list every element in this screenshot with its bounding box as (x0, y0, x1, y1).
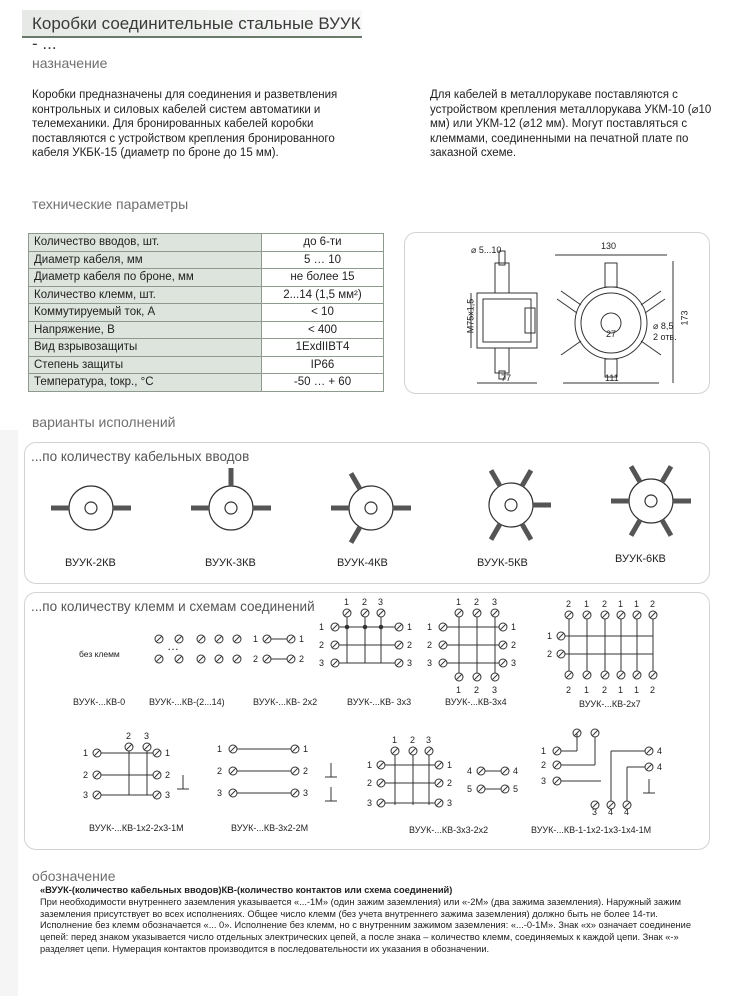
terminal-number: 1 (447, 760, 453, 770)
terminal-number: 2 (566, 685, 572, 695)
terminal-number: 4 (624, 807, 630, 817)
terminal-slash (230, 768, 236, 774)
caption-kv-1x2-2x3-1m: ВУУК-...КВ-1х2-2х3-1М (89, 823, 184, 833)
dim-hole-diameter: ⌀ 8,5 (653, 321, 674, 331)
dim-cable-diameter: ⌀ 5...10 (471, 245, 502, 255)
dimension-drawing (405, 233, 709, 393)
spec-key: Диаметр кабеля, мм (29, 251, 262, 269)
terminal-number: 1 (456, 597, 462, 607)
terminal-slash (558, 633, 564, 639)
terminal-slash (396, 642, 402, 648)
specs-row (29, 251, 384, 269)
terminal-number: 1 (344, 597, 350, 607)
spec-key: Количество клемм, шт. (29, 286, 262, 304)
terminal-number: 2 (217, 766, 223, 776)
caption-kv-1-1x2-1x3-1x4-1m: ВУУК-...КВ-1-1х2-1х3-1х4-1М (531, 825, 652, 835)
terminal-number: 1 (584, 599, 590, 609)
spec-key: Вид взрывозащиты (29, 339, 262, 357)
terminal-number: 4 (467, 766, 473, 776)
purpose-left-text: Коробки предназначены для соединения и разветвления контрольных и силовых кабелей систем автоматики и телемеханики. Для бронированных кабелей коробки поставляются с устройством крепления бронированного кабеля УКБК-15 (диаметр по броне до 15 мм). (32, 89, 338, 159)
terminal-number: 2 (362, 597, 368, 607)
cable-gland (351, 473, 360, 489)
inputs-variants-box (24, 442, 710, 584)
terminal-slash (646, 764, 652, 770)
cable-gland (631, 466, 640, 482)
terminal-slash (144, 744, 150, 750)
terminal-number: 3 (165, 790, 171, 800)
terminal-slash (216, 656, 222, 662)
junction-dot (363, 625, 367, 629)
terminal-number: 2 (367, 778, 373, 788)
terminal-slash (378, 780, 384, 786)
terminal-number: 3 (144, 731, 150, 741)
dim-depth: 77 (501, 373, 512, 383)
purpose-right-text: Для кабелей в металлорукаве поставляются с устройством крепления металлорукава УКМ-10 (⌀10 мм) или УКМ-12 (⌀12 мм). Могут поставляться с клеммами, соединенными на печатной плате по заказной схеме. (430, 89, 712, 159)
terminal-number: 3 (303, 788, 309, 798)
caption-kv-3x4: ВУУК-...КВ-3х4 (445, 697, 507, 707)
terminal-slash (650, 612, 656, 618)
terminal-number: 3 (319, 658, 325, 668)
terminal-number: 4 (657, 762, 663, 772)
dim-hole-count: 2 отв. (653, 332, 677, 342)
dimension-drawing-box (404, 232, 710, 394)
spec-key: Напряжение, В (29, 321, 262, 339)
spec-key: Количество вводов, шт. (29, 234, 262, 252)
terminal-number: 1 (634, 685, 640, 695)
dim-width: 130 (601, 241, 617, 251)
terminal-slash (156, 656, 162, 662)
spec-key: Коммутируемый ток, А (29, 304, 262, 322)
terminal-number: 1 (541, 746, 547, 756)
junction-dot (379, 625, 383, 629)
connection-schemes (25, 593, 709, 849)
terminal-slash (332, 642, 338, 648)
terminal-number: 2 (547, 649, 553, 659)
terminal-number: 2 (126, 731, 132, 741)
spec-value: IP66 (261, 356, 383, 374)
section-purpose-title: назначение (32, 55, 108, 71)
terminal-slash (94, 750, 100, 756)
terminal-number: 2 (427, 640, 433, 650)
terminal-number: 1 (253, 634, 259, 644)
caption-kv-2x2: ВУУК-...КВ- 2х2 (253, 697, 318, 707)
caption-kv-2x7: ВУУК-...КВ-2х7 (579, 699, 641, 709)
terminal-number: 1 (217, 744, 223, 754)
specs-row (29, 374, 384, 392)
terminal-slash (566, 672, 572, 678)
spec-value: -50 … + 60 (261, 374, 383, 392)
terminal-slash (154, 792, 160, 798)
terminal-slash (392, 748, 398, 754)
terminal-slash (332, 624, 338, 630)
terminal-slash (396, 660, 402, 666)
terminal-slash (154, 750, 160, 756)
terminal-slash (440, 642, 446, 648)
terminal-slash (126, 744, 132, 750)
cable-gland (662, 466, 671, 482)
terminal-number: 3 (83, 790, 89, 800)
spec-value: < 10 (261, 304, 383, 322)
variant-6kv: ВУУК-6КВ (615, 553, 666, 565)
caption-kv-3x2-2m: ВУУК-...КВ-3х2-2М (231, 823, 309, 833)
inputs-variants-title: ...по количеству кабельных вводов (31, 449, 250, 464)
cable-gland (491, 524, 500, 540)
terminal-slash (344, 610, 350, 616)
terminal-number: 2 (566, 599, 572, 609)
terminal-slash (478, 786, 484, 792)
terminal-slash (602, 612, 608, 618)
cable-gland (522, 470, 531, 486)
spec-value: не более 15 (261, 269, 383, 287)
terminal-slash (500, 642, 506, 648)
caption-kv-2-14: ВУУК-...КВ-(2...14) (149, 697, 225, 707)
terminal-number: 1 (634, 599, 640, 609)
terminal-number: 5 (467, 784, 473, 794)
terminal-slash (230, 746, 236, 752)
cable-gland (631, 520, 640, 536)
dim-center: 27 (606, 329, 617, 339)
terminals-variants-box (24, 592, 710, 850)
section-specs-title: технические параметры (32, 196, 189, 212)
section-designation-title: обозначение (32, 868, 116, 884)
terminal-number: 2 (474, 685, 480, 695)
terminal-number: 2 (541, 760, 547, 770)
terminal-slash (456, 674, 462, 680)
terminal-number: 2 (407, 640, 413, 650)
spec-value: 5 … 10 (261, 251, 383, 269)
terminal-slash (378, 610, 384, 616)
specs-row (29, 321, 384, 339)
designation-text: При необходимости внутреннего заземления указывается «...-1М» (один зажим заземления) или «-2М» (два зажима заземления). Наружный зажим заземления присутствует во всех исполнениях. Общее число клемм (без учета внутреннего зажима заземления) должно быть не более 14-ти. Исполнение без клемм обозначается «... 0». Исполнение без клемм, но с внутренним зажимом заземления: «...-0-1М». Знак «х» означает соединение цепей: перед знаком указывается число отдельных электрических цепей, а после знака – количество клемм, соединяемых к каждой цепи. Знак «-» разделяет цепи. Нумерация контактов производится в последовательности их указания в обозначении. (40, 896, 691, 954)
caption-kv-3x3: ВУУК-...КВ- 3х3 (347, 697, 412, 707)
dim-base: 111 (605, 373, 619, 383)
terminal-number: 3 (378, 597, 384, 607)
terminal-slash (176, 656, 182, 662)
cable-gland (662, 520, 671, 536)
spec-key: Степень защиты (29, 356, 262, 374)
junction-box-center (365, 502, 377, 514)
cable-gland (351, 527, 360, 543)
terminal-slash (292, 768, 298, 774)
terminal-slash (500, 624, 506, 630)
terminal-number: 2 (650, 685, 656, 695)
junction-dot (345, 625, 349, 629)
terminal-number: 1 (303, 744, 309, 754)
terminal-slash (230, 790, 236, 796)
terminal-slash (566, 612, 572, 618)
terminal-slash (554, 762, 560, 768)
specs-row (29, 234, 384, 252)
terminal-slash (440, 660, 446, 666)
terminal-slash (634, 612, 640, 618)
terminal-slash (502, 786, 508, 792)
spec-value: до 6-ти (261, 234, 383, 252)
terminal-number: 1 (299, 634, 305, 644)
terminal-number: 1 (427, 622, 433, 632)
terminal-number: 3 (217, 788, 223, 798)
terminal-number: 2 (447, 778, 453, 788)
terminal-number: 3 (426, 735, 432, 745)
terminal-number: 1 (511, 622, 517, 632)
junction-box-body (349, 486, 393, 530)
terminal-number: 1 (456, 685, 462, 695)
dim-thread: М75х1,5 (465, 298, 476, 334)
terminal-slash (378, 762, 384, 768)
terminal-number: 2 (650, 599, 656, 609)
junction-box-body (69, 486, 113, 530)
caption-kv-0: ВУУК-...КВ-0 (73, 697, 126, 707)
terminal-number: 2 (303, 766, 309, 776)
junction-box-center (645, 495, 657, 507)
terminal-number: 1 (392, 735, 398, 745)
terminal-number: 3 (492, 685, 498, 695)
terminal-slash (154, 772, 160, 778)
spec-key: Диаметр кабеля по броне, мм (29, 269, 262, 287)
terminal-slash (440, 624, 446, 630)
variant-5kv: ВУУК-5КВ (477, 557, 528, 569)
terminal-number: 2 (602, 599, 608, 609)
terminal-slash (456, 610, 462, 616)
terminal-slash (478, 768, 484, 774)
terminal-slash (94, 772, 100, 778)
cable-gland (491, 470, 500, 486)
terminal-number: 4 (608, 807, 614, 817)
terminal-slash (436, 780, 442, 786)
terminal-number: 2 (83, 770, 89, 780)
terminal-slash (646, 748, 652, 754)
terminal-slash (332, 660, 338, 666)
terminal-slash (492, 674, 498, 680)
terminal-number: 1 (367, 760, 373, 770)
terminal-number: 3 (541, 776, 547, 786)
junction-box-center (505, 499, 517, 511)
terminal-slash (176, 636, 182, 642)
caption-kv-3x3-2x2: ВУУК-...КВ-3х3-2х2 (409, 825, 489, 835)
terminal-number: 2 (253, 654, 259, 664)
terminals-ellipsis: … (167, 639, 179, 653)
terminal-slash (584, 672, 590, 678)
terminal-slash (602, 672, 608, 678)
terminal-number: 1 (83, 748, 89, 758)
section-variants-title: варианты исполнений (32, 414, 176, 430)
terminal-slash (288, 656, 294, 662)
terminal-slash (292, 746, 298, 752)
terminal-slash (198, 656, 204, 662)
terminal-slash (502, 768, 508, 774)
specs-row (29, 304, 384, 322)
terminal-slash (198, 636, 204, 642)
terminal-number: 3 (367, 798, 373, 808)
terminal-slash (492, 610, 498, 616)
terminal-number: 2 (319, 640, 325, 650)
terminal-slash (554, 748, 560, 754)
terminal-number: 1 (165, 748, 171, 758)
terminal-slash (634, 672, 640, 678)
terminal-slash (410, 748, 416, 754)
terminal-number: 3 (427, 658, 433, 668)
specs-row (29, 269, 384, 287)
variant-4kv: ВУУК-4КВ (337, 557, 388, 569)
spec-key: Температура, tокр., °С (29, 374, 262, 392)
terminal-number: 1 (407, 622, 413, 632)
spec-value: < 400 (261, 321, 383, 339)
terminal-slash (558, 651, 564, 657)
terminal-number: 1 (319, 622, 325, 632)
terminal-number: 5 (513, 784, 519, 794)
terminal-slash (436, 800, 442, 806)
junction-box-body (209, 486, 253, 530)
terminal-slash (378, 800, 384, 806)
terminal-number: 1 (618, 599, 624, 609)
no-terminals-label: без клемм (79, 649, 120, 659)
designation-note (40, 885, 704, 956)
terminals-variants-title: ...по количеству клемм и схемам соединений (31, 599, 315, 614)
specs-row (29, 339, 384, 357)
cable-gland (522, 524, 531, 540)
terminal-slash (264, 636, 270, 642)
terminal-slash (500, 660, 506, 666)
terminal-slash (156, 636, 162, 642)
variant-2kv: ВУУК-2КВ (65, 557, 116, 569)
terminal-number: 2 (410, 735, 416, 745)
terminal-slash (650, 672, 656, 678)
terminal-number: 1 (618, 685, 624, 695)
variant-3kv: ВУУК-3КВ (205, 557, 256, 569)
terminal-number: 2 (511, 640, 517, 650)
terminal-number: 2 (474, 597, 480, 607)
dim-height: 173 (679, 310, 690, 326)
junction-box-center (85, 502, 97, 514)
terminal-slash (592, 730, 598, 736)
page-title: Коробки соединительные стальные ВУУК - ... (32, 14, 361, 53)
specs-table (28, 233, 384, 392)
terminal-number: 3 (407, 658, 413, 668)
terminal-slash (94, 792, 100, 798)
terminal-slash (474, 674, 480, 680)
terminal-number: 3 (511, 658, 517, 668)
designation-formula: «ВУУК-(количество кабельных вводов)КВ-(количество контактов или схема соединений) (40, 885, 453, 895)
terminal-slash (584, 612, 590, 618)
terminal-number: 1 (547, 631, 553, 641)
terminal-number: 3 (447, 798, 453, 808)
terminal-slash (288, 636, 294, 642)
terminal-number: 2 (602, 685, 608, 695)
terminal-number: 1 (584, 685, 590, 695)
specs-row (29, 286, 384, 304)
terminal-slash (264, 656, 270, 662)
terminal-number: 4 (513, 766, 519, 776)
terminal-slash (216, 636, 222, 642)
page-header (22, 10, 362, 53)
junction-box-body (489, 483, 533, 527)
junction-box-center (225, 502, 237, 514)
terminal-slash (618, 672, 624, 678)
specs-row (29, 356, 384, 374)
terminal-number: 2 (299, 654, 305, 664)
terminal-slash (618, 612, 624, 618)
spec-value: 1ExdIIBT4 (261, 339, 383, 357)
spec-value: 2...14 (1,5 мм²) (261, 286, 383, 304)
side-strip (0, 430, 18, 996)
terminal-slash (292, 790, 298, 796)
terminal-slash (234, 636, 240, 642)
terminal-number: 3 (492, 597, 498, 607)
terminal-slash (426, 748, 432, 754)
terminal-slash (474, 610, 480, 616)
terminal-slash (362, 610, 368, 616)
terminal-slash (554, 778, 560, 784)
terminal-slash (436, 762, 442, 768)
junction-box-body (629, 479, 673, 523)
terminal-number: 3 (592, 807, 598, 817)
terminal-slash (234, 656, 240, 662)
terminal-number: 2 (165, 770, 171, 780)
terminal-number: 4 (657, 746, 663, 756)
terminal-slash (396, 624, 402, 630)
